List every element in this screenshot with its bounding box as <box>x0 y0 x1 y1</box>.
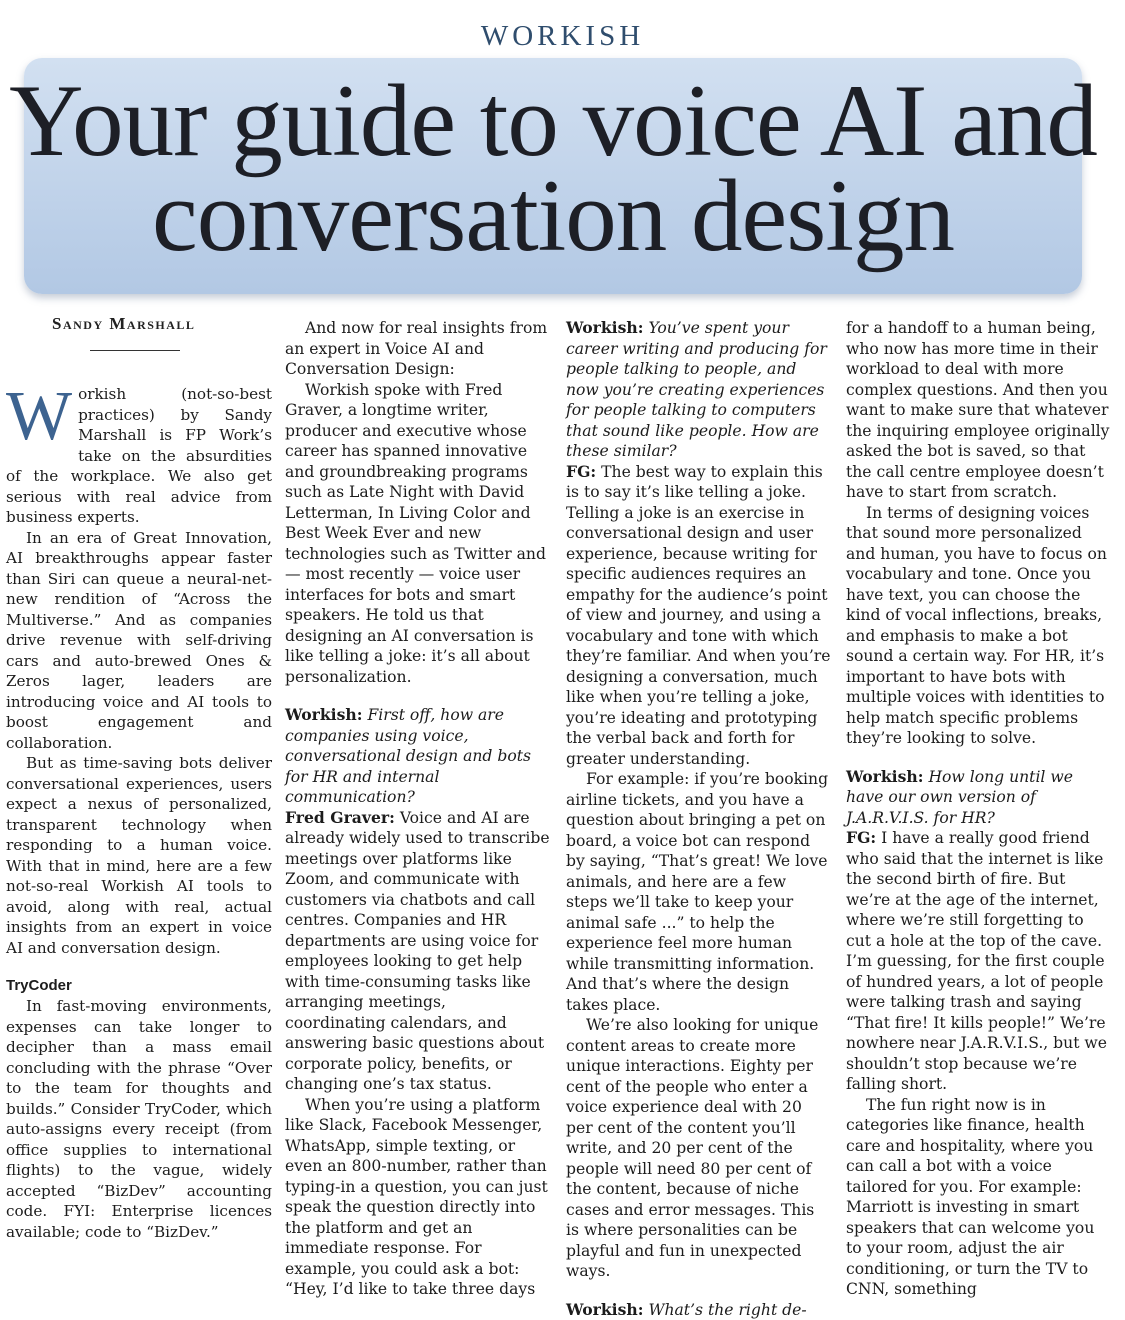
body-paragraph: In terms of designing voices that sound more personalized and human, you have to focus on vocabulary and tone. Once you have text, you can choose the kind of vocal inflections, breaks, and emphasis to make a bot sound a certain way. For HR, it’s important to have bots with multiple voices with identities to help match specific problems they’re looking to solve. <box>846 503 1112 749</box>
question: Workish: How long until we have our own version of J.A.R.V.I.S. for HR? <box>846 767 1112 829</box>
section-label: WORKISH <box>0 20 1125 53</box>
byline: Sandy Marshall <box>52 314 195 334</box>
question: Workish: You’ve spent your career writing and producing for people talking to people, and now you’re creating experiences for people talking to computers that sound like people. How are these similar? <box>566 318 832 462</box>
body-paragraph: We’re also looking for unique content areas to create more unique interactions. Eighty per cent of the people who enter a voice experience deal with 20 per cent of the content you’ll write, and 20 per cent of the people will need 80 per cent of the content, because of niche cases and error messages. This is where personalities can be playful and fun in unexpected ways. <box>566 1015 832 1282</box>
intro-paragraph: Workish (not-so-best practices) by Sandy Marshall is FP Work’s take on the absurdities of the workplace. We also get serious with real advice from business experts. <box>6 384 272 528</box>
drop-cap: W <box>6 388 72 448</box>
column-2 <box>285 318 551 1300</box>
answer: Fred Graver: Voice and AI are already widely used to transcribe meetings over platforms like Zoom, and communicate with customers via chatbots and call centres. Companies and HR departments are using voice for employees looking to get help with time-consuming tasks like arranging meetings, coordinating calendars, and answering basic questions about corporate policy, benefits, or changing one’s tax status. <box>285 808 551 1095</box>
column-3 <box>566 318 832 1320</box>
answer: FG: The best way to explain this is to say it’s like telling a joke. Telling a joke is an exercise in conversational design and user experience, because writing for specific audiences requires an empathy for the audience’s point of view and journey, and using a vocabulary and tone with which they’re familiar. And when you’re designing a conversation, much like when you’re telling a joke, you’re ideating and prototyping the verbal back and forth for greater understanding. <box>566 462 832 770</box>
body-paragraph: But as time-saving bots deliver conversational experiences, users expect a nexus of personalized, transparent technology when responding to a human voice. With that in mind, here are a few not-so-real Workish AI tools to avoid, along with real, actual insights from an expert in voice AI and conversation design. <box>6 753 272 958</box>
body-paragraph: Workish spoke with Fred Graver, a longtime writer, producer and executive whose career has spanned innovative and groundbreaking programs such as Late Night with David Letterman, In Living Color and Best Week Ever and new technologies such as Twitter and — most recently — voice user interfaces for bots and smart speakers. He told us that designing an AI conversation is like telling a joke: it’s all about personalization. <box>285 380 551 688</box>
column-1 <box>6 384 272 1242</box>
body-paragraph: In fast-moving environments, expenses can take longer to decipher than a mass email concluding with the phrase “Over to the team for thoughts and builds.” Consider TryCoder, which auto-assigns every receipt (from office supplies to international flights) to the vague, widely accepted “BizDev” accounting code. FYI: Enterprise licences available; code to “BizDev.” <box>6 996 272 1242</box>
body-paragraph: For example: if you’re booking airline tickets, and you have a question about bringing a pet on board, a voice bot can respond by saying, “That’s great! We love animals, and here are a few steps we’ll take to keep your animal safe ...” to help the experience feel more human while transmitting information. And that’s where the design takes place. <box>566 769 832 1015</box>
body-paragraph: When you’re using a platform like Slack, Facebook Messenger, WhatsApp, simple texting, or even an 800-number, rather than typing-in a question, you can just speak the question directly into the platform and get an immediate response. For example, you could ask a bot: “Hey, I’d like to take three days <box>285 1095 551 1300</box>
body-paragraph: for a handoff to a human being, who now has more time in their workload to deal with more complex questions. And then you want to make sure that whatever the inquiring employee originally asked the bot is saved, so that the call centre employee doesn’t have to start from scratch. <box>846 318 1112 503</box>
byline-divider <box>90 350 180 351</box>
question: Workish: First off, how are companies using voice, conversational design and bots for HR and internal communication? <box>285 705 551 808</box>
body-paragraph: The fun right now is in categories like finance, health care and hospitality, where you can call a bot with a voice tailored for you. For example: Marriott is investing in smart speakers that can welcome you to your room, adjust the air conditioning, or turn the TV to CNN, something <box>846 1095 1112 1300</box>
body-paragraph: In an era of Great Innovation, AI breakthroughs appear faster than Siri can queue a neural-net-new rendition of “Across the Multiverse.” And as companies drive revenue with self-driving cars and auto-brewed Ones & Zeros lager, leaders are introducing voice and AI tools to boost engagement and collaboration. <box>6 528 272 754</box>
body-paragraph: And now for real insights from an expert in Voice AI and Conversation Design: <box>285 318 551 380</box>
answer: FG: I have a really good friend who said that the internet is like the second birth of fire. But we’re at the age of the internet, where we’re still forgetting to cut a hole at the top of the cave. I’m guessing, for the first couple of hundred years, a lot of people were talking trash and saying “That fire! It kills people!” We’re nowhere near J.A.R.V.I.S., but we shouldn’t stop because we’re falling short. <box>846 828 1112 1095</box>
question: Workish: What’s the right de- <box>566 1300 832 1320</box>
headline: Your guide to voice AI and conversation design <box>0 74 1106 264</box>
column-4 <box>846 318 1112 1300</box>
subhead-trycoder: TryCoder <box>6 976 272 996</box>
